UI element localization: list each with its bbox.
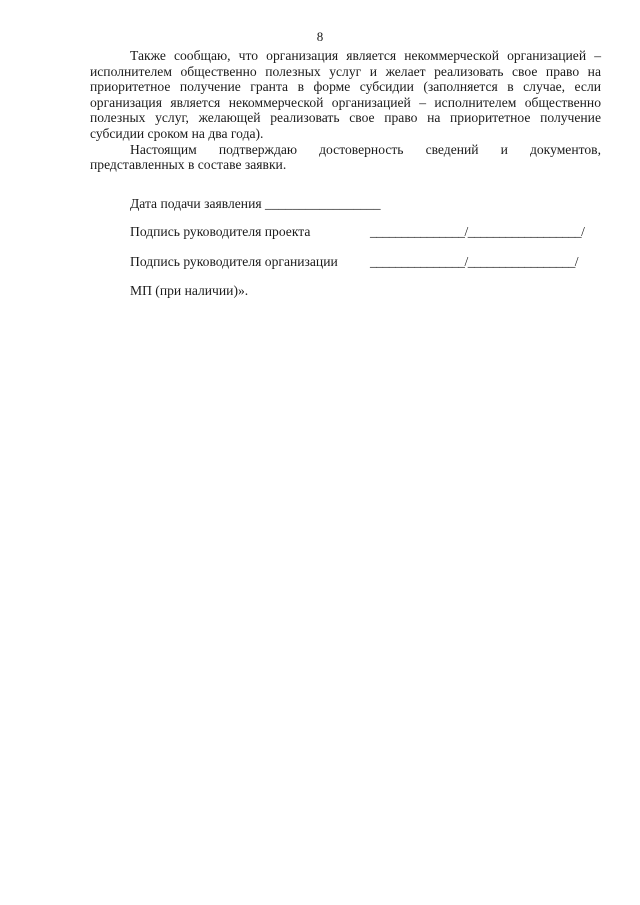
project-head-signature-row: [130, 224, 310, 240]
date-field-row: [130, 196, 381, 212]
org-head-label: Подпись руководителя организации: [130, 254, 338, 269]
paragraph-confirmation: Настоящим подтверждаю достоверность сведений и документов, представленных в составе заявки.: [90, 141, 601, 173]
date-label: Дата подачи заявления: [130, 196, 262, 211]
stamp-label: МП (при наличии)».: [130, 283, 249, 298]
paragraph-priority-statement: Также сообщаю, что организация является некоммерческой организацией – исполнителем общественно полезных услуг и желает реализовать свое право на приоритетное получение гранта в форме субсидии (заполняется в случае, если организация является некоммерческой организацией – исполнителем общественно полезных услуг, желающей реализовать свое право на приоритетное получение субсидии сроком на два года).: [90, 48, 601, 141]
stamp-row: [130, 283, 248, 299]
project-head-label: Подпись руководителя проекта: [130, 224, 311, 239]
project-head-signature-blank: _______________/__________________/: [370, 224, 585, 239]
org-head-signature-blank: _______________/_________________/: [370, 254, 579, 269]
org-head-signature-row: [130, 254, 338, 270]
page-number: 8: [316, 29, 324, 44]
document-body: [90, 48, 601, 173]
date-blank: _________________: [265, 196, 381, 211]
